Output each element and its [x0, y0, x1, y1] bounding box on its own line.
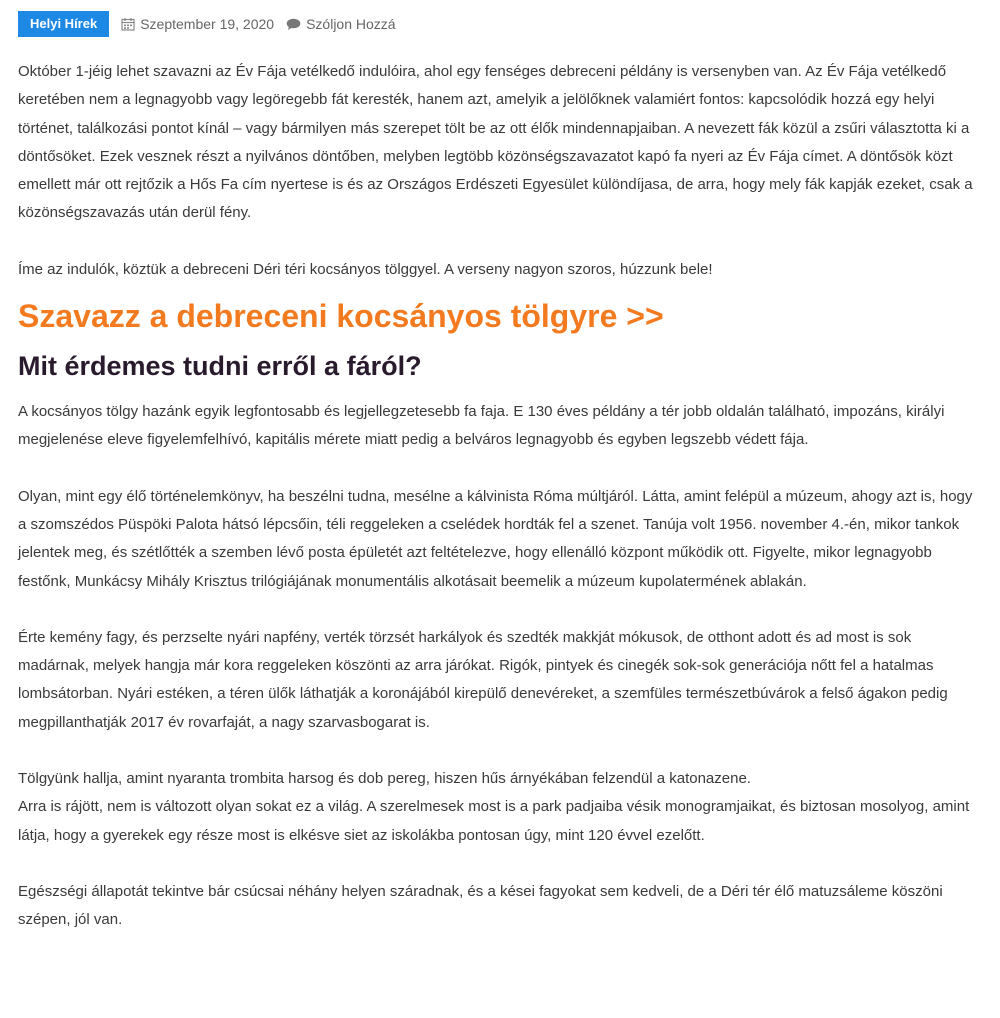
post-date	[121, 16, 274, 32]
intro-paragraph: Október 1-jéig lehet szavazni az Év Fája vetélkedő indulóira, ahol egy fenséges debreceni példány is versenyben van. Az Év Fája vetélkedő keretében nem a legnagyobb vagy legöregebb fát keresték, hanem azt, amelyik a jelölőknek valamiért fontos: kapcsolódik hozzá egy helyi történet, találkozási pontot kínál – vagy bármilyen más szerepet tölt be az ott élők mindennapjaiban. A nevezett fák közül a zsűri választotta ki a döntősöket. Ezek vesznek részt a nyilvános döntőben, melyben legtöbb közönségszavazatot kapó fa nyeri az Év Fája címet. A döntősök közt emellett már ott rejtőzik a Hős Fa cím nyertese is és az Országos Erdészeti Egyesület különdíjasa, de arra, hogy mely fák kapják ezeket, csak a közönségszavazás után derül fény.	[18, 63, 973, 222]
paragraph-1: A kocsányos tölgy hazánk egyik legfontosabb és legjellegzetesebb fa faja. E 130 éves példány a tér jobb oldalán található, impozáns, királyi megjelenése eleve figyelemfelhívó, kapitális mérete miatt pedig a belváros legnagyobb és egyben legszebb védett fája.	[18, 403, 945, 449]
vote-link[interactable]: Szavazz a debreceni kocsányos tölgyre >>	[18, 298, 664, 335]
paragraph-3: Érte kemény fagy, és perzselte nyári napfény, verték törzsét harkályok és szedték makkját mókusok, de otthont adott és ad most is sok madárnak, melyek hangja már kora reggeleken köszönti az arra járókat. Rigók, pintyek és cinegék sok-sok generációja nőtt fel a hatalmas lombsátorban. Nyári estéken, a téren ülők láthatják a koronájából kirepülő denevéreket, a szemfüles természetbúvárok a felső ágakon pedig megpillanthatják 2017 év rovarfaját, a nagy szarvasbogarat is.	[18, 628, 948, 731]
paragraph-4	[18, 765, 976, 850]
lead-paragraph: Íme az indulók, köztük a debreceni Déri téri kocsányos tölggyel. A verseny nagyon szoros, húzzunk bele!	[18, 260, 713, 278]
paragraph-2: Olyan, mint egy élő történelemkönyv, ha beszélni tudna, mesélne a kálvinista Róma múltjáról. Látta, amint felépül a múzeum, ahogy azt is, hogy a szomszédos Püspöki Palota hátsó lépcsőin, téli reggeleken a cselédek hordták fel a szenet. Tanúja volt 1956. november 4.-én, mikor tankok jelentek meg, és szétlőtték a szemben lévő posta épületét azt feltételezve, hogy ellenálló központ működik ott. Figyelte, mikor legnagyobb festőnk, Munkácsy Mihály Krisztus trilógiájának monumentális alkotásait beemelik a múzeum kupolatermének ablakán.	[18, 487, 973, 590]
category-badge[interactable]: Helyi Hírek	[18, 11, 109, 37]
paragraph-4-line-2: Arra is rájött, nem is változott olyan sokat ez a világ. A szerelmesek most is a park padjaiba vésik monogramjaikat, és biztosan mosolyog, amint látja, hogy a gyerekek egy része most is elkésve siet az iskolákba pontosan úgy, mint 120 évvel ezelőtt.	[18, 798, 970, 844]
post-date-text: Szeptember 19, 2020	[140, 16, 275, 32]
post-meta	[18, 10, 976, 38]
paragraph-4-line-1: Tölgyünk hallja, amint nyaranta trombita harsog és dob pereg, hiszen hűs árnyékában felzendül a katonazene.	[18, 770, 751, 788]
calendar-icon	[121, 17, 135, 31]
paragraph-5: Egészségi állapotát tekintve bár csúcsai néhány helyen száradnak, és a kései fagyokat sem kedveli, de a Déri tér élő matuzsáleme köszöni szépen, jól van.	[18, 882, 943, 929]
comment-icon	[286, 18, 301, 31]
post-comments[interactable]	[286, 16, 396, 32]
section-heading: Mit érdemes tudni erről a fáról?	[18, 351, 422, 382]
comments-link[interactable]: Szóljon Hozzá	[306, 16, 396, 32]
